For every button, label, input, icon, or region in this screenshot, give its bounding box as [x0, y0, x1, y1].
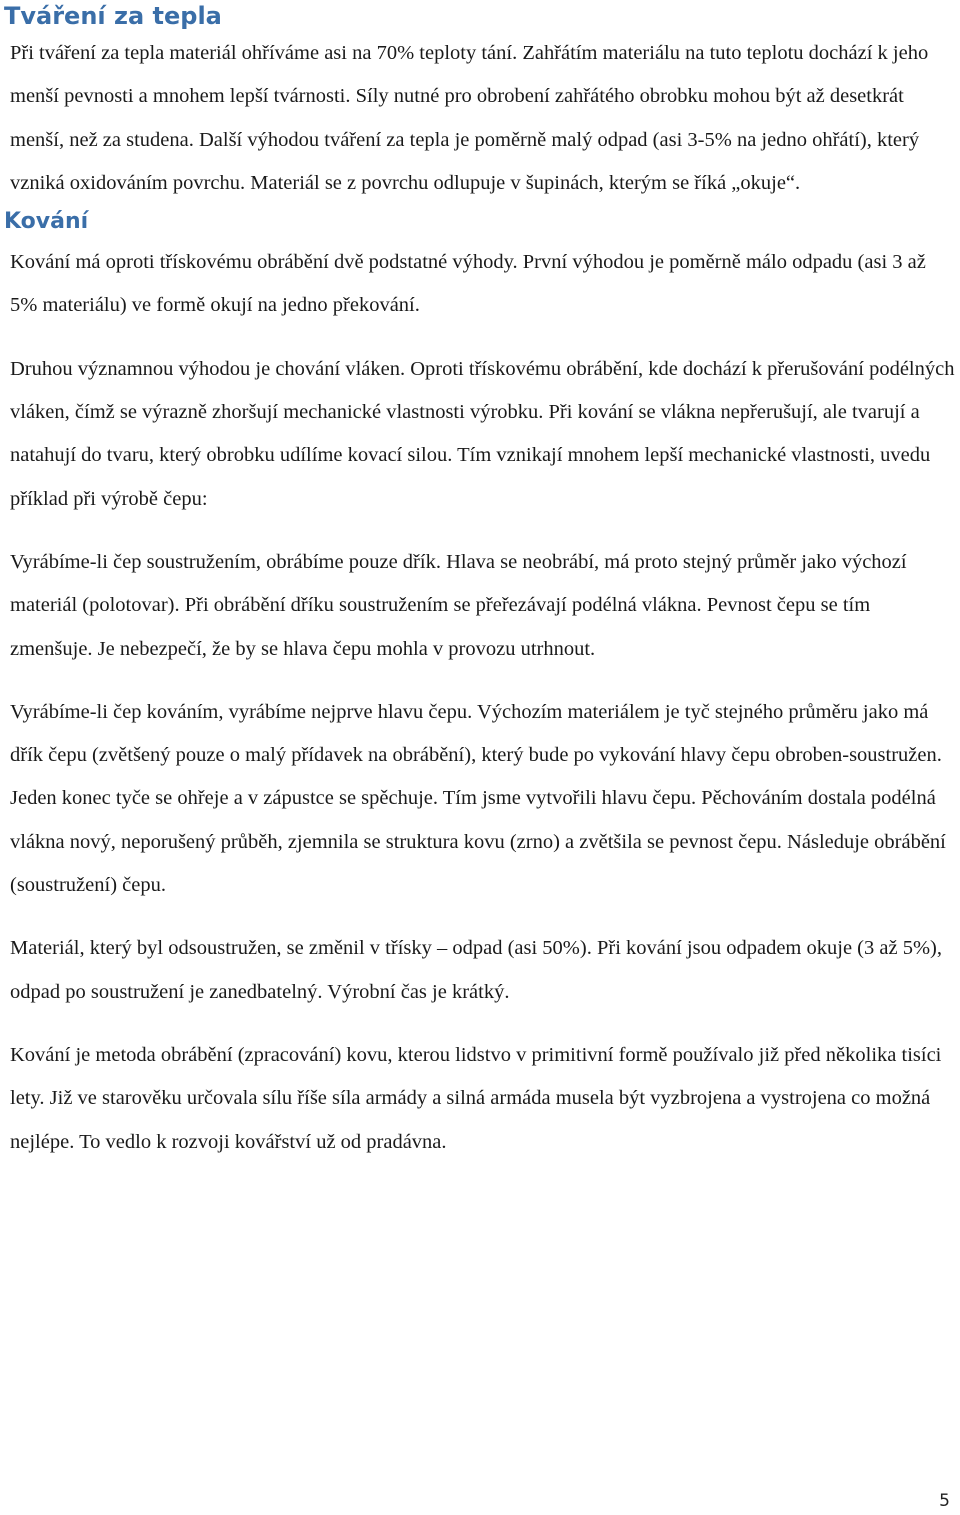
paragraph-fiber-behavior: Druhou významnou výhodou je chování vláken. Oproti třískovému obrábění, kde dochází k přerušování podélných vláken, čímž se výrazně zhoršují mechanické vlastnosti výrobku. Při kování se vlákna nepřerušují, ale tvarují a natahují do tvaru, který obrobku udílíme kovací silou. Tím vznikají mnohem lepší mechanické vlastnosti, uvedu příklad při výrobě čepu:: [10, 357, 955, 510]
paragraph-forging-advantages: Kování má oproti třískovému obrábění dvě podstatné výhody. První výhodou je poměrně málo odpadu (asi 3 až 5% materiálu) ve formě okují na jedno překování.: [10, 251, 926, 317]
paragraph-turning-pin: Vyrábíme-li čep soustružením, obrábíme pouze dřík. Hlava se neobrábí, má proto stejný průměr jako výchozí materiál (polotovar). Při obrábění dříku soustružením se přeřezávají podélná vlákna. Pevnost čepu se tím zmenšuje. Je nebezpečí, že by se hlava čepu mohla v provozu utrhnout.: [10, 550, 907, 660]
section-heading-forging: Kování: [4, 209, 89, 235]
paragraph-waste-comparison: Materiál, který byl odsoustružen, se změnil v třísky – odpad (asi 50%). Při kování jsou odpadem okuje (3 až 5%), odpad po soustružení je zanedbatelný. Výrobní čas je krátký.: [10, 937, 942, 1003]
section-heading-hot-forming: Tváření za tepla: [4, 2, 222, 30]
paragraph-hot-forming: Při tváření za tepla materiál ohříváme asi na 70% teploty tání. Zahřátím materiálu na tuto teplotu dochází k jeho menší pevnosti a mnohem lepší tvárnosti. Síly nutné pro obrobení zahřátého obrobku mohou být až desetkrát menší, než za studena. Další výhodou tváření za tepla je poměrně malý odpad (asi 3-5% na jedno ohřátí), který vzniká oxidováním povrchu. Materiál se z povrchu odlupuje v šupinách, kterým se říká „okuje“.: [10, 42, 929, 194]
paragraph-forging-history: Kování je metoda obrábění (zpracování) kovu, kterou lidstvo v primitivní formě používalo již před několika tisíci lety. Již ve starověku určovala sílu říše síla armády a silná armáda musela být vyzbrojena a vystrojena co možná nejlépe. To vedlo k rozvoji kovářství už od pradávna.: [10, 1043, 942, 1153]
paragraph-forging-pin: Vyrábíme-li čep kováním, vyrábíme nejprve hlavu čepu. Výchozím materiálem je tyč stejného průměru jako má dřík čepu (zvětšený pouze o malý přídavek na obrábění), který bude po vykování hlavy čepu obroben-soustružen. Jeden konec tyče se ohřeje a v zápustce se spěchuje. Tím jsme vytvořili hlavu čepu. Pěchováním dostala podélná vlákna nový, neporušený průběh, zjemnila se struktura kovu (zrno) a zvětšila se pevnost čepu. Následuje obrábění (soustružení) čepu.: [10, 700, 946, 897]
page-number: 5: [939, 1491, 950, 1511]
page-content: [4, 0, 955, 1164]
